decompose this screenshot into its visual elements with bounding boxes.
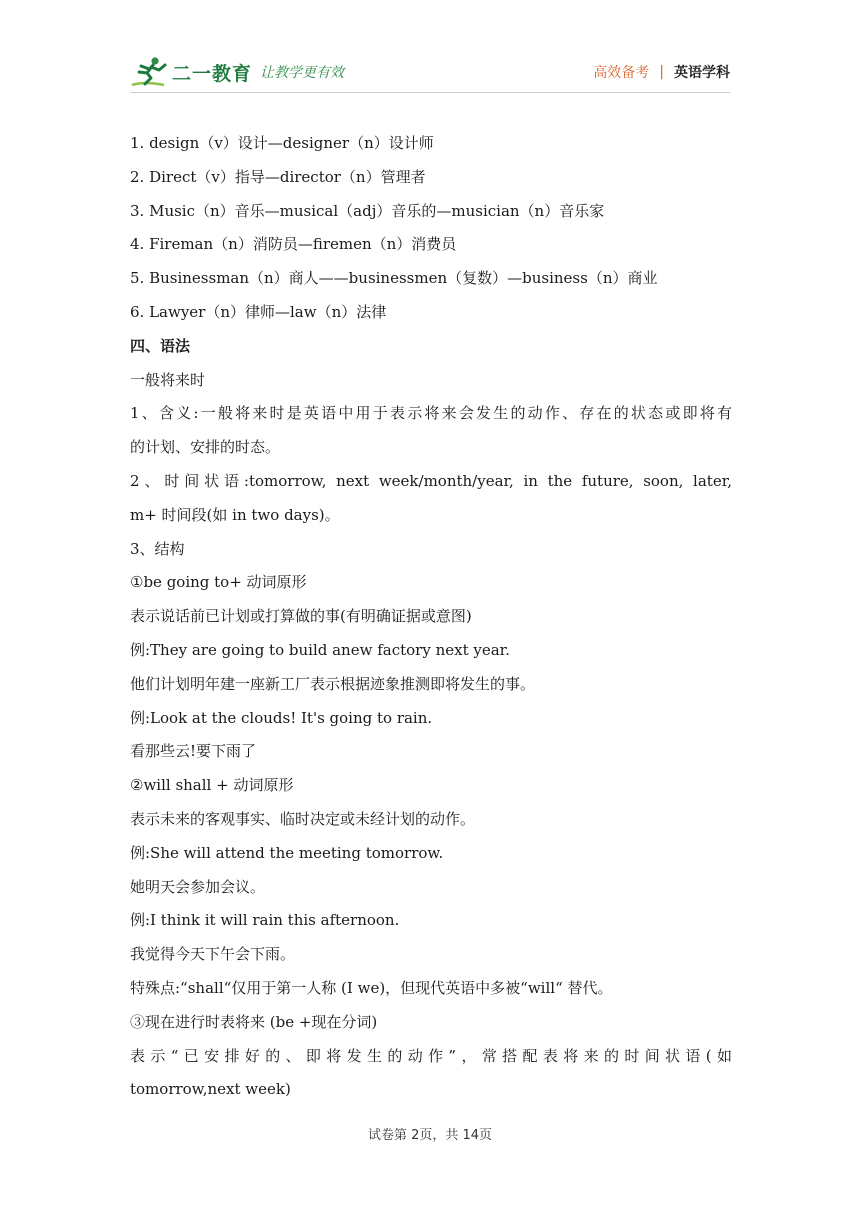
vocab-line: 1. design（v）设计—designer（n）设计师 xyxy=(130,134,434,152)
logo-text: 二一教育 xyxy=(172,62,253,85)
text-line: tomorrow,next week) xyxy=(130,1080,291,1099)
vocab-line: 5. Businessman（n）商人——businessmen（复数）—business（n）商业 xyxy=(130,269,658,288)
logo-slogan: 让教学更有效 xyxy=(260,65,345,81)
text-line: 3、结构 xyxy=(130,539,185,558)
logo xyxy=(130,54,344,90)
header-right xyxy=(593,62,730,82)
header-separator: | xyxy=(659,64,664,80)
topic-title: 一般将来时 xyxy=(130,370,206,389)
text-line: 表示说话前已计划或打算做的事(有明确证据或意图) xyxy=(130,607,472,626)
text-line: ③现在进行时表将来 (be +现在分词) xyxy=(130,1012,378,1031)
text-line: ②will shall + 动词原形 xyxy=(130,776,294,795)
header-divider xyxy=(130,92,730,93)
running-figure-logo-icon xyxy=(130,55,170,89)
example-line: 例:Look at the clouds! It's going to rain. xyxy=(130,708,433,727)
text-line: 的计划、安排的时态。 xyxy=(130,438,281,457)
example-line: 例:They are going to build anew factory next year. xyxy=(130,640,510,659)
text-line: 2、时间状语:tomorrow, next week/month/year, in the future, soon, later, xyxy=(130,471,732,490)
text-line: ①be going to+ 动词原形 xyxy=(130,573,307,592)
header-subject: 英语学科 xyxy=(674,65,730,81)
text-line: 特殊点:“shall“仅用于第一人称 (I we)，但现代英语中多被“will“ 替代。 xyxy=(130,978,613,997)
text-line: 1、含义:一般将来时是英语中用于表示将来会发生的动作、存在的状态或即将有 xyxy=(130,404,732,423)
page-footer: 试卷第 2页，共 14页 xyxy=(367,1128,493,1143)
section-heading: 四、语法 xyxy=(130,336,191,355)
vocab-line: 4. Fireman（n）消防员—firemen（n）消费员 xyxy=(130,235,457,254)
example-line: 例:She will attend the meeting tomorrow. xyxy=(130,843,444,862)
header-tag: 高效备考 xyxy=(593,65,650,81)
page-header xyxy=(130,50,730,94)
text-line: m+ 时间段(如 in two days)。 xyxy=(130,505,340,524)
text-line: 他们计划明年建一座新工厂表示根据迹象推测即将发生的事。 xyxy=(130,674,536,693)
text-line: 她明天会参加会议。 xyxy=(130,877,266,896)
vocab-line: 3. Music（n）音乐—musical（adj）音乐的—musician（n）音乐家 xyxy=(130,201,605,220)
document-body xyxy=(130,127,732,1107)
vocab-line: 2. Direct（v）指导—director（n）管理者 xyxy=(130,167,426,186)
example-line: 例:I think it will rain this afternoon. xyxy=(130,911,400,930)
text-line: 看那些云!要下雨了 xyxy=(130,742,257,761)
text-line: 表示未来的客观事实、临时决定或未经计划的动作。 xyxy=(130,809,476,828)
text-line: 我觉得今天下午会下雨。 xyxy=(130,945,296,964)
vocab-line: 6. Lawyer（n）律师—law（n）法律 xyxy=(130,302,387,321)
text-line: 表示“已安排好的、即将发生的动作”，常搭配表将来的时间状语(如 xyxy=(130,1046,732,1065)
